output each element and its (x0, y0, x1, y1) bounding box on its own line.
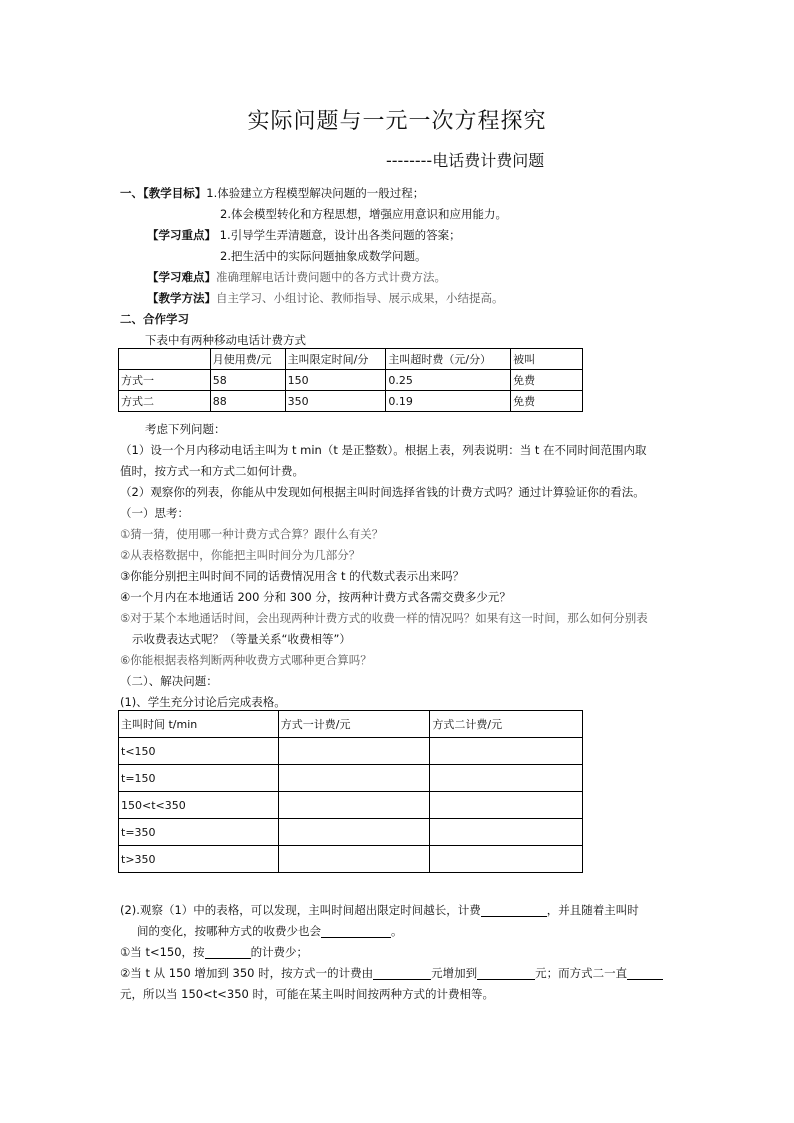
fee-table-cell: 150 (285, 370, 386, 391)
observe-line-3 (120, 945, 308, 959)
answer-blank[interactable] (321, 925, 391, 938)
difficulty-text: 准确理解电话计费问题中的各方式计费方法。 (216, 270, 446, 284)
fee-table-cell: 方式二 (119, 391, 211, 412)
observe-text: 间的变化，按哪种方式的收费少也会 (137, 924, 321, 938)
fee-table-cell: 免费 (511, 391, 583, 412)
calc-table-header: 方式二计费/元 (430, 711, 583, 738)
answer-blank[interactable] (205, 946, 251, 959)
calc-table-cell-blank[interactable] (430, 819, 583, 846)
difficulty-label: 【学习难点】 (147, 270, 216, 284)
calc-table-cell-blank[interactable] (278, 846, 430, 873)
goals-label: 【教学目标】 (143, 186, 207, 200)
calc-table-cell-blank[interactable] (278, 765, 430, 792)
section2-heading: 二、合作学习 (120, 312, 189, 326)
table-row (119, 765, 583, 792)
calc-table-cell-blank[interactable] (430, 738, 583, 765)
calc-table-header-row (119, 711, 583, 738)
question-1-line-2: 值时，按方式一和方式二如何计费。 (120, 464, 304, 478)
goals-row (120, 186, 424, 200)
observe-text: ②当 t 从 150 增加到 350 时，按方式一的计费由 (120, 966, 374, 980)
question-2: （2）观察你的列表，你能从中发现如何根据主叫时间选择省钱的计费方式吗？通过计算验证你的看法。 (120, 485, 645, 499)
calc-table-header: 方式一计费/元 (278, 711, 430, 738)
fee-table-cell: 免费 (511, 370, 583, 391)
observe-text: ，并且随着主叫时 (546, 903, 639, 917)
calc-table-range: t=350 (119, 819, 279, 846)
fee-table-cell: 350 (285, 391, 386, 412)
answer-blank[interactable] (373, 967, 431, 980)
think-item: ③你能分别把主叫时间不同的话费情况用含 t 的代数式表示出来吗？ (120, 569, 465, 583)
question-1-line-1: （1）设一个月内移动电话主叫为 t min（t 是正整数）。根据上表，列表说明：当 t 在不同时间范围内取 (120, 443, 647, 457)
table-row (119, 846, 583, 873)
think-item: ⑥你能根据表格判断两种收费方式哪种更合算吗？ (120, 653, 372, 667)
answer-blank[interactable] (481, 904, 547, 917)
calc-table-cell-blank[interactable] (278, 819, 430, 846)
observe-line-1 (120, 903, 639, 917)
observe-text: (2).观察（1）中的表格，可以发现，主叫时间超出限定时间越长，计费 (120, 903, 481, 917)
answer-blank[interactable] (477, 967, 535, 980)
goals-item-1: 1.体验建立方程模型解决问题的一般过程； (206, 186, 425, 200)
table-row (119, 738, 583, 765)
fee-table-header: 主叫限定时间/分 (285, 349, 386, 370)
observe-text: 元；而方式二一直 (535, 966, 628, 980)
fee-table-header-row (119, 349, 583, 370)
think-item: ②从表格数据中，你能把主叫时间分为几部分？ (120, 548, 361, 562)
solve-sub-1: (1)、学生充分讨论后完成表格。 (120, 695, 286, 709)
calc-table-cell-blank[interactable] (430, 765, 583, 792)
keypoints-item-2: 2.把生活中的实际问题抽象成数学问题。 (220, 249, 427, 263)
page-subtitle: --------电话费计费问题 (386, 151, 545, 170)
answer-blank[interactable] (627, 967, 663, 980)
fee-table-cell: 0.19 (386, 391, 511, 412)
fee-table-cell: 0.25 (386, 370, 511, 391)
section1-prefix: 一、 (120, 186, 143, 200)
calc-table-cell-blank[interactable] (430, 792, 583, 819)
observe-line-2 (137, 924, 403, 938)
fee-table (118, 348, 583, 412)
calc-table-range: t=150 (119, 765, 279, 792)
keypoints-item-1: 1.引导学生弄清题意，设计出各类问题的答案； (219, 228, 461, 242)
calc-table-cell-blank[interactable] (430, 846, 583, 873)
think-item: ⑤对于某个本地通话时间，会出现两种计费方式的收费一样的情况吗？如果有这一时间，那么如何分别表 (120, 611, 648, 625)
fee-table-header: 被叫 (511, 349, 583, 370)
difficulty-row (147, 270, 446, 284)
keypoints-label: 【学习重点】 (147, 228, 216, 242)
observe-line-4 (120, 966, 663, 980)
table-row (119, 819, 583, 846)
goals-item-2: 2.体会模型转化和方程思想，增强应用意识和应用能力。 (220, 207, 507, 221)
fee-table-header: 月使用费/元 (210, 349, 285, 370)
calc-table-header: 主叫时间 t/min (119, 711, 279, 738)
calc-table-range: t>350 (119, 846, 279, 873)
think-item: ①猜一猜，使用哪一种计费方式合算？跟什么有关？ (120, 527, 384, 541)
calc-table-range: t<150 (119, 738, 279, 765)
fee-table-cell: 88 (210, 391, 285, 412)
think-item: ④一个月内在本地通话 200 分和 300 分，按两种计费方式各需交费多少元？ (120, 590, 511, 604)
calc-table-cell-blank[interactable] (278, 792, 430, 819)
section2-intro: 下表中有两种移动电话计费方式 (145, 333, 306, 347)
page-title: 实际问题与一元一次方程探究 (247, 109, 547, 134)
fee-table-cell: 方式一 (119, 370, 211, 391)
think-item: 示收费表达式呢？（等量关系“收费相等”） (132, 632, 351, 646)
fee-table-header (119, 349, 211, 370)
observe-text: 。 (391, 924, 403, 938)
fee-table-header: 主叫超时费（元/分） (386, 349, 511, 370)
observe-text: ①当 t<150，按 (120, 945, 205, 959)
solve-heading: （二）、解决问题： (120, 674, 218, 688)
table-row (119, 370, 583, 391)
fee-table-cell: 58 (210, 370, 285, 391)
observe-text: 元增加到 (431, 966, 478, 980)
keypoints-row (147, 228, 461, 242)
method-label: 【教学方法】 (147, 291, 216, 305)
calc-table-cell-blank[interactable] (278, 738, 430, 765)
observe-line-5: 元，所以当 150<t<350 时，可能在某主叫时间按两种方式的计费相等。 (120, 987, 494, 1001)
method-row (147, 291, 504, 305)
method-text: 自主学习、小组讨论、教师指导、展示成果，小结提高。 (216, 291, 504, 305)
questions-intro: 考虑下列问题： (145, 422, 226, 436)
table-row (119, 391, 583, 412)
think-heading: （一）思考： (120, 506, 189, 520)
calc-table-range: 150<t<350 (119, 792, 279, 819)
observe-text: 的计费少； (250, 945, 309, 959)
table-row (119, 792, 583, 819)
calc-table (118, 710, 583, 873)
